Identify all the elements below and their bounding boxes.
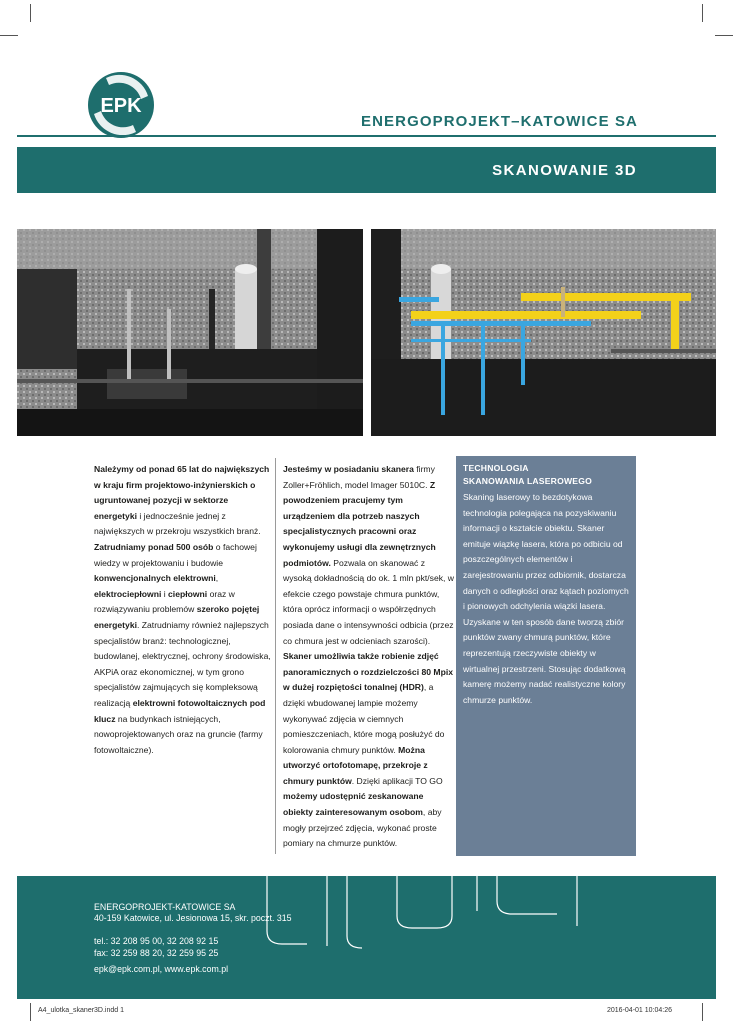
bold-text-run: Z powodzeniem pracujemy tym urządzeniem dla potrzeb naszych specjalistycznych pracowni oraz wykonujemy usługi dla zewnętrznych podmiotów. <box>283 479 436 568</box>
print-slug-date: 2016-04-01 10:04:26 <box>607 1007 672 1014</box>
text-run: , <box>215 573 219 584</box>
text-run: Pozwala on skanować z wysoką dokładnością do ok. 1 mln pkt/sek, w efekcie czego powstaje chmura punktów, która oprócz informacji o współrzędnych posiada dane o intensywności odbicia (przez co chmura jest w odcieniach szarości). <box>283 557 455 646</box>
text-run: na budynkach istniejących, nowoprojektowanych oraz na gruncie (farmy fotowoltaiczne). <box>94 713 263 755</box>
column-divider <box>275 458 276 854</box>
crop-mark <box>30 1003 31 1021</box>
crop-mark <box>30 4 31 22</box>
sidebar-heading-line: TECHNOLOGIA <box>463 463 529 473</box>
bold-text-run: szeroko pojętej energetyki <box>94 604 260 630</box>
text-run: , aby mogły przejrzeć zdjęcia, wykonać proste pomiary na chmurze punktów. <box>283 807 442 849</box>
text-run: o fachowej wiedzy w projektowaniu i budowie <box>94 541 257 568</box>
scanner-column <box>283 462 454 852</box>
bold-text-run: Można utworzyć ortofotomapę, przekroje z chmury punktów <box>283 744 428 786</box>
sidebar-heading-line: SKANOWANIA LASEROWEGO <box>463 476 592 486</box>
footer-tel: tel.: 32 208 95 00, 32 208 92 15 <box>94 936 219 946</box>
bold-text-run: Należymy od ponad 65 lat <box>94 464 200 474</box>
bold-text-run: elektrociepłowni <box>94 588 162 599</box>
text-run: i <box>161 588 169 599</box>
colorized-point-cloud-photo <box>371 229 716 436</box>
footer-web[interactable]: epk@epk.com.pl, www.epk.com.pl <box>94 964 229 974</box>
bold-text-run: Skaner umożliwia także robienie zdjęć panoramicznych o rozdzielczości 80 Mpix w dużej rozpiętości tonalnej (HDR) <box>283 651 454 693</box>
footer <box>17 876 716 999</box>
page-title: SKANOWANIE 3D <box>492 162 637 179</box>
title-banner <box>17 147 716 193</box>
print-slug-file: A4_ulotka_skaner3D.indd 1 <box>38 1007 125 1014</box>
crop-mark <box>702 4 703 22</box>
sidebar-heading <box>463 462 629 488</box>
text-run: i jednocześnie jednej z największych w przekroju wszystkich branż. <box>94 510 261 537</box>
logo-text: EPK <box>100 95 142 117</box>
crop-mark <box>0 35 18 36</box>
text-run: . Dzięki aplikacji TO GO <box>351 775 443 786</box>
sidebar-body: Skaning laserowy to bezdotykowa technologia polegająca na pozyskiwaniu informacji o kształcie obiektu. Skaner emituje wiązkę lasera, która po odbiciu od poszczególnych elementów i zarejestrowaniu przez odbiornik, dostarcza danych o odległości oraz kątach poziomych i pionowych odchylenia wiązki lasera. Uzyskane w ten sposób dane tworzą zbiór punktów zwany chmurą punktów, które reprezentują rzeczywiste obiekty w wirtualnej przestrzeni. Stosując dodatkową kamerę możemy nadać realistyczne kolory chmurze punktów. <box>463 492 629 705</box>
bold-text-run: do największych w kraju firm projektowo-inżynierskich o ugruntowanej pozycji w sektorze energetyki <box>94 464 270 521</box>
bold-text-run: Jesteśmy w posiadaniu skanera <box>283 464 414 474</box>
text-run: firmy Zoller+Fröhlich, model Imager 5010C. <box>283 464 435 490</box>
bold-text-run: elektrowni fotowoltaicznych pod klucz <box>94 697 266 724</box>
crop-mark <box>702 1003 703 1021</box>
footer-fax: fax: 32 259 88 20, 32 259 95 25 <box>94 948 219 958</box>
text-run: , a dzięki wbudowanej lampie możemy wykonywać zdjęcia w ciemnych pomieszczeniach, które mogą posłużyć do kolorowania chmury punktów. <box>283 682 445 755</box>
header-rule <box>17 135 716 137</box>
bold-text-run: Zatrudniamy ponad 500 osób <box>94 541 214 552</box>
bold-text-run: konwencjonalnych elektrowni <box>94 573 216 584</box>
bold-text-run: możemy udostępnić zeskanowane obiekty zainteresowanym osobom <box>283 791 424 818</box>
footer-company: ENERGOPROJEKT-KATOWICE SA <box>94 902 236 912</box>
text-run: . Zatrudniamy również najlepszych specjalistów branż: technologicznej, budowlanej, elektrycznej, ochrony środowiska, AKPiA oraz ekonomicznej, w tym grono specjalistów zajmujących się kompleksową realizacją <box>94 619 271 708</box>
technology-sidebar <box>456 456 636 856</box>
bold-text-run: ciepłowni <box>168 588 208 599</box>
company-logo <box>86 70 156 140</box>
text-run: oraz w rozwiązywaniu problemów <box>94 588 235 615</box>
intro-column <box>94 462 272 758</box>
crop-mark <box>715 35 733 36</box>
greyscale-point-cloud-photo <box>17 229 363 436</box>
footer-address: 40-159 Katowice, ul. Jesionowa 15, skr. poczt. 315 <box>94 913 292 923</box>
company-name: ENERGOPROJEKT–KATOWICE SA <box>361 113 638 130</box>
